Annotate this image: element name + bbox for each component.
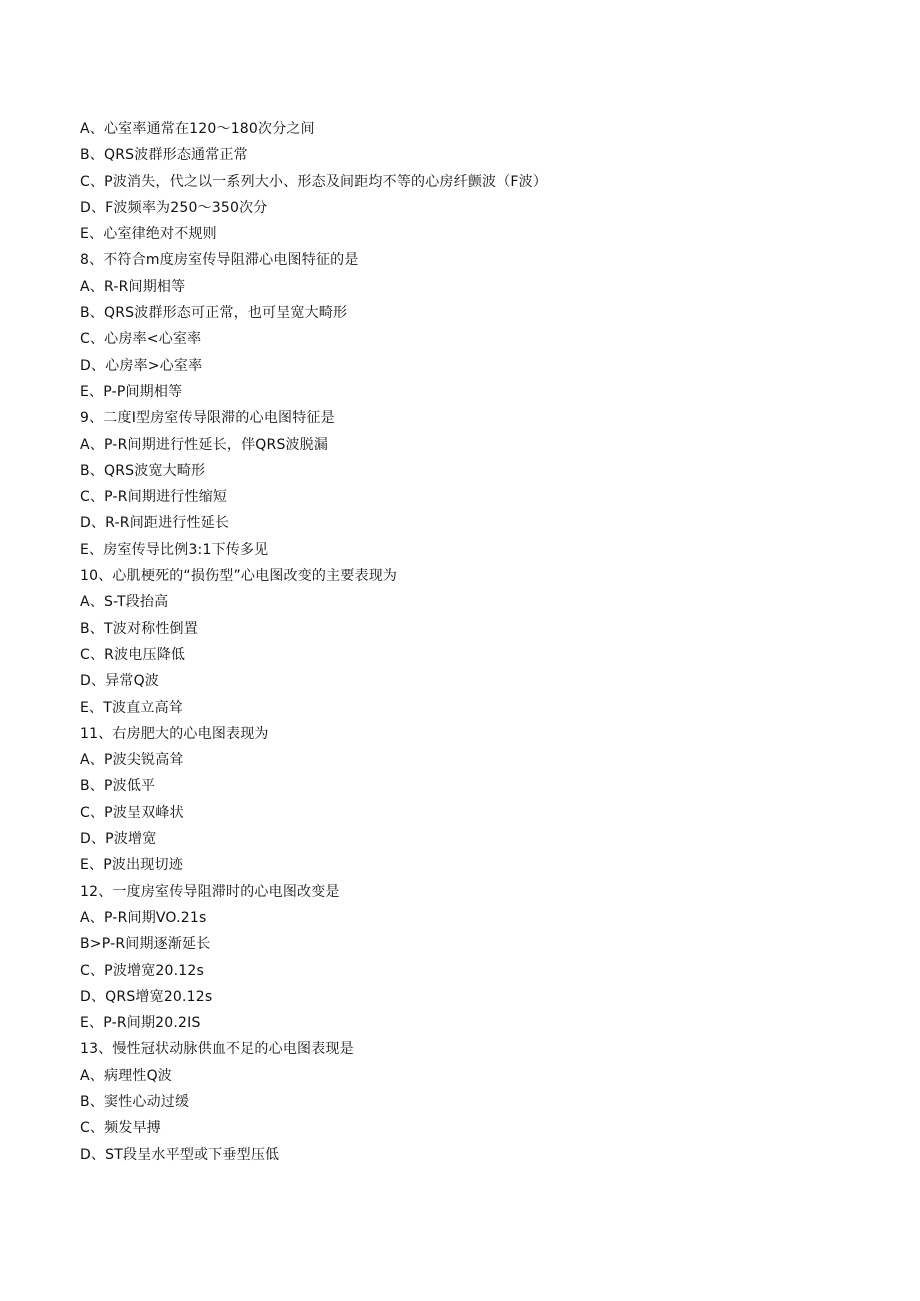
text-line: C、频发早搏 <box>80 1120 161 1137</box>
text-line: B、窦性心动过缓 <box>80 1093 190 1110</box>
text-line: A、P波尖锐高耸 <box>80 752 184 769</box>
text-line: B、QRS波宽大畸形 <box>80 462 206 479</box>
text-line: 13、慢性冠状动脉供血不足的心电图表现是 <box>80 1041 354 1058</box>
text-line: A、R-R间期相等 <box>80 278 186 295</box>
text-line: B、T波对称性倒置 <box>80 620 198 637</box>
text-line: D、F波频率为250～350次分 <box>80 199 268 216</box>
text-line: D、异常Q波 <box>80 673 159 690</box>
text-line: A、S-T段抬高 <box>80 594 169 611</box>
text-line: E、房室传导比例3:1下传多见 <box>80 541 269 558</box>
text-line: 11、右房肥大的心电图表现为 <box>80 725 269 742</box>
text-line: 9、二度I型房室传导限滞的心电图特征是 <box>80 410 335 427</box>
text-line: D、ST段呈水平型或下垂型压低 <box>80 1146 280 1163</box>
text-line: B>P-R间期逐渐延长 <box>80 936 211 953</box>
text-line: E、P波出现切迹 <box>80 857 183 874</box>
text-line: A、P-R间期进行性延长，伴QRS波脱漏 <box>80 436 329 453</box>
text-line: 10、心肌梗死的“损伤型”心电图改变的主要表现为 <box>80 568 398 585</box>
text-line: 12、一度房室传导阻滞时的心电图改变是 <box>80 883 340 900</box>
text-line: E、P-R间期20.2IS <box>80 1015 201 1032</box>
text-line: C、P波消失，代之以一系列大小、形态及间距均不等的心房纤颤波（F波） <box>80 173 548 190</box>
text-line: A、P-R间期VO.21s <box>80 909 207 926</box>
text-line: B、QRS波群形态通常正常 <box>80 147 248 164</box>
text-line: D、心房率>心室率 <box>80 357 203 374</box>
text-line: D、R-R间距进行性延长 <box>80 515 230 532</box>
text-line: C、P-R间期进行性缩短 <box>80 489 228 506</box>
text-line: D、QRS增宽20.12s <box>80 988 213 1005</box>
text-line: C、心房率<心室率 <box>80 331 202 348</box>
question-text-block <box>80 116 860 1168</box>
text-line: A、心室率通常在120～180次分之间 <box>80 121 315 137</box>
text-line: 8、不符合m度房室传导阻滞心电图特征的是 <box>80 252 359 269</box>
text-line: B、QRS波群形态可正常，也可呈宽大畸形 <box>80 305 348 322</box>
text-line: C、R波电压降低 <box>80 646 186 663</box>
text-line: B、P波低平 <box>80 778 156 795</box>
text-line: A、病理性Q波 <box>80 1067 172 1084</box>
text-line: E、T波直立高耸 <box>80 699 183 716</box>
text-line: D、P波增宽 <box>80 831 157 848</box>
text-line: C、P波增宽20.12s <box>80 962 204 979</box>
text-line: E、心室律绝对不规则 <box>80 226 217 243</box>
text-line: C、P波呈双峰状 <box>80 804 184 821</box>
text-line: E、P-P间期相等 <box>80 383 183 400</box>
